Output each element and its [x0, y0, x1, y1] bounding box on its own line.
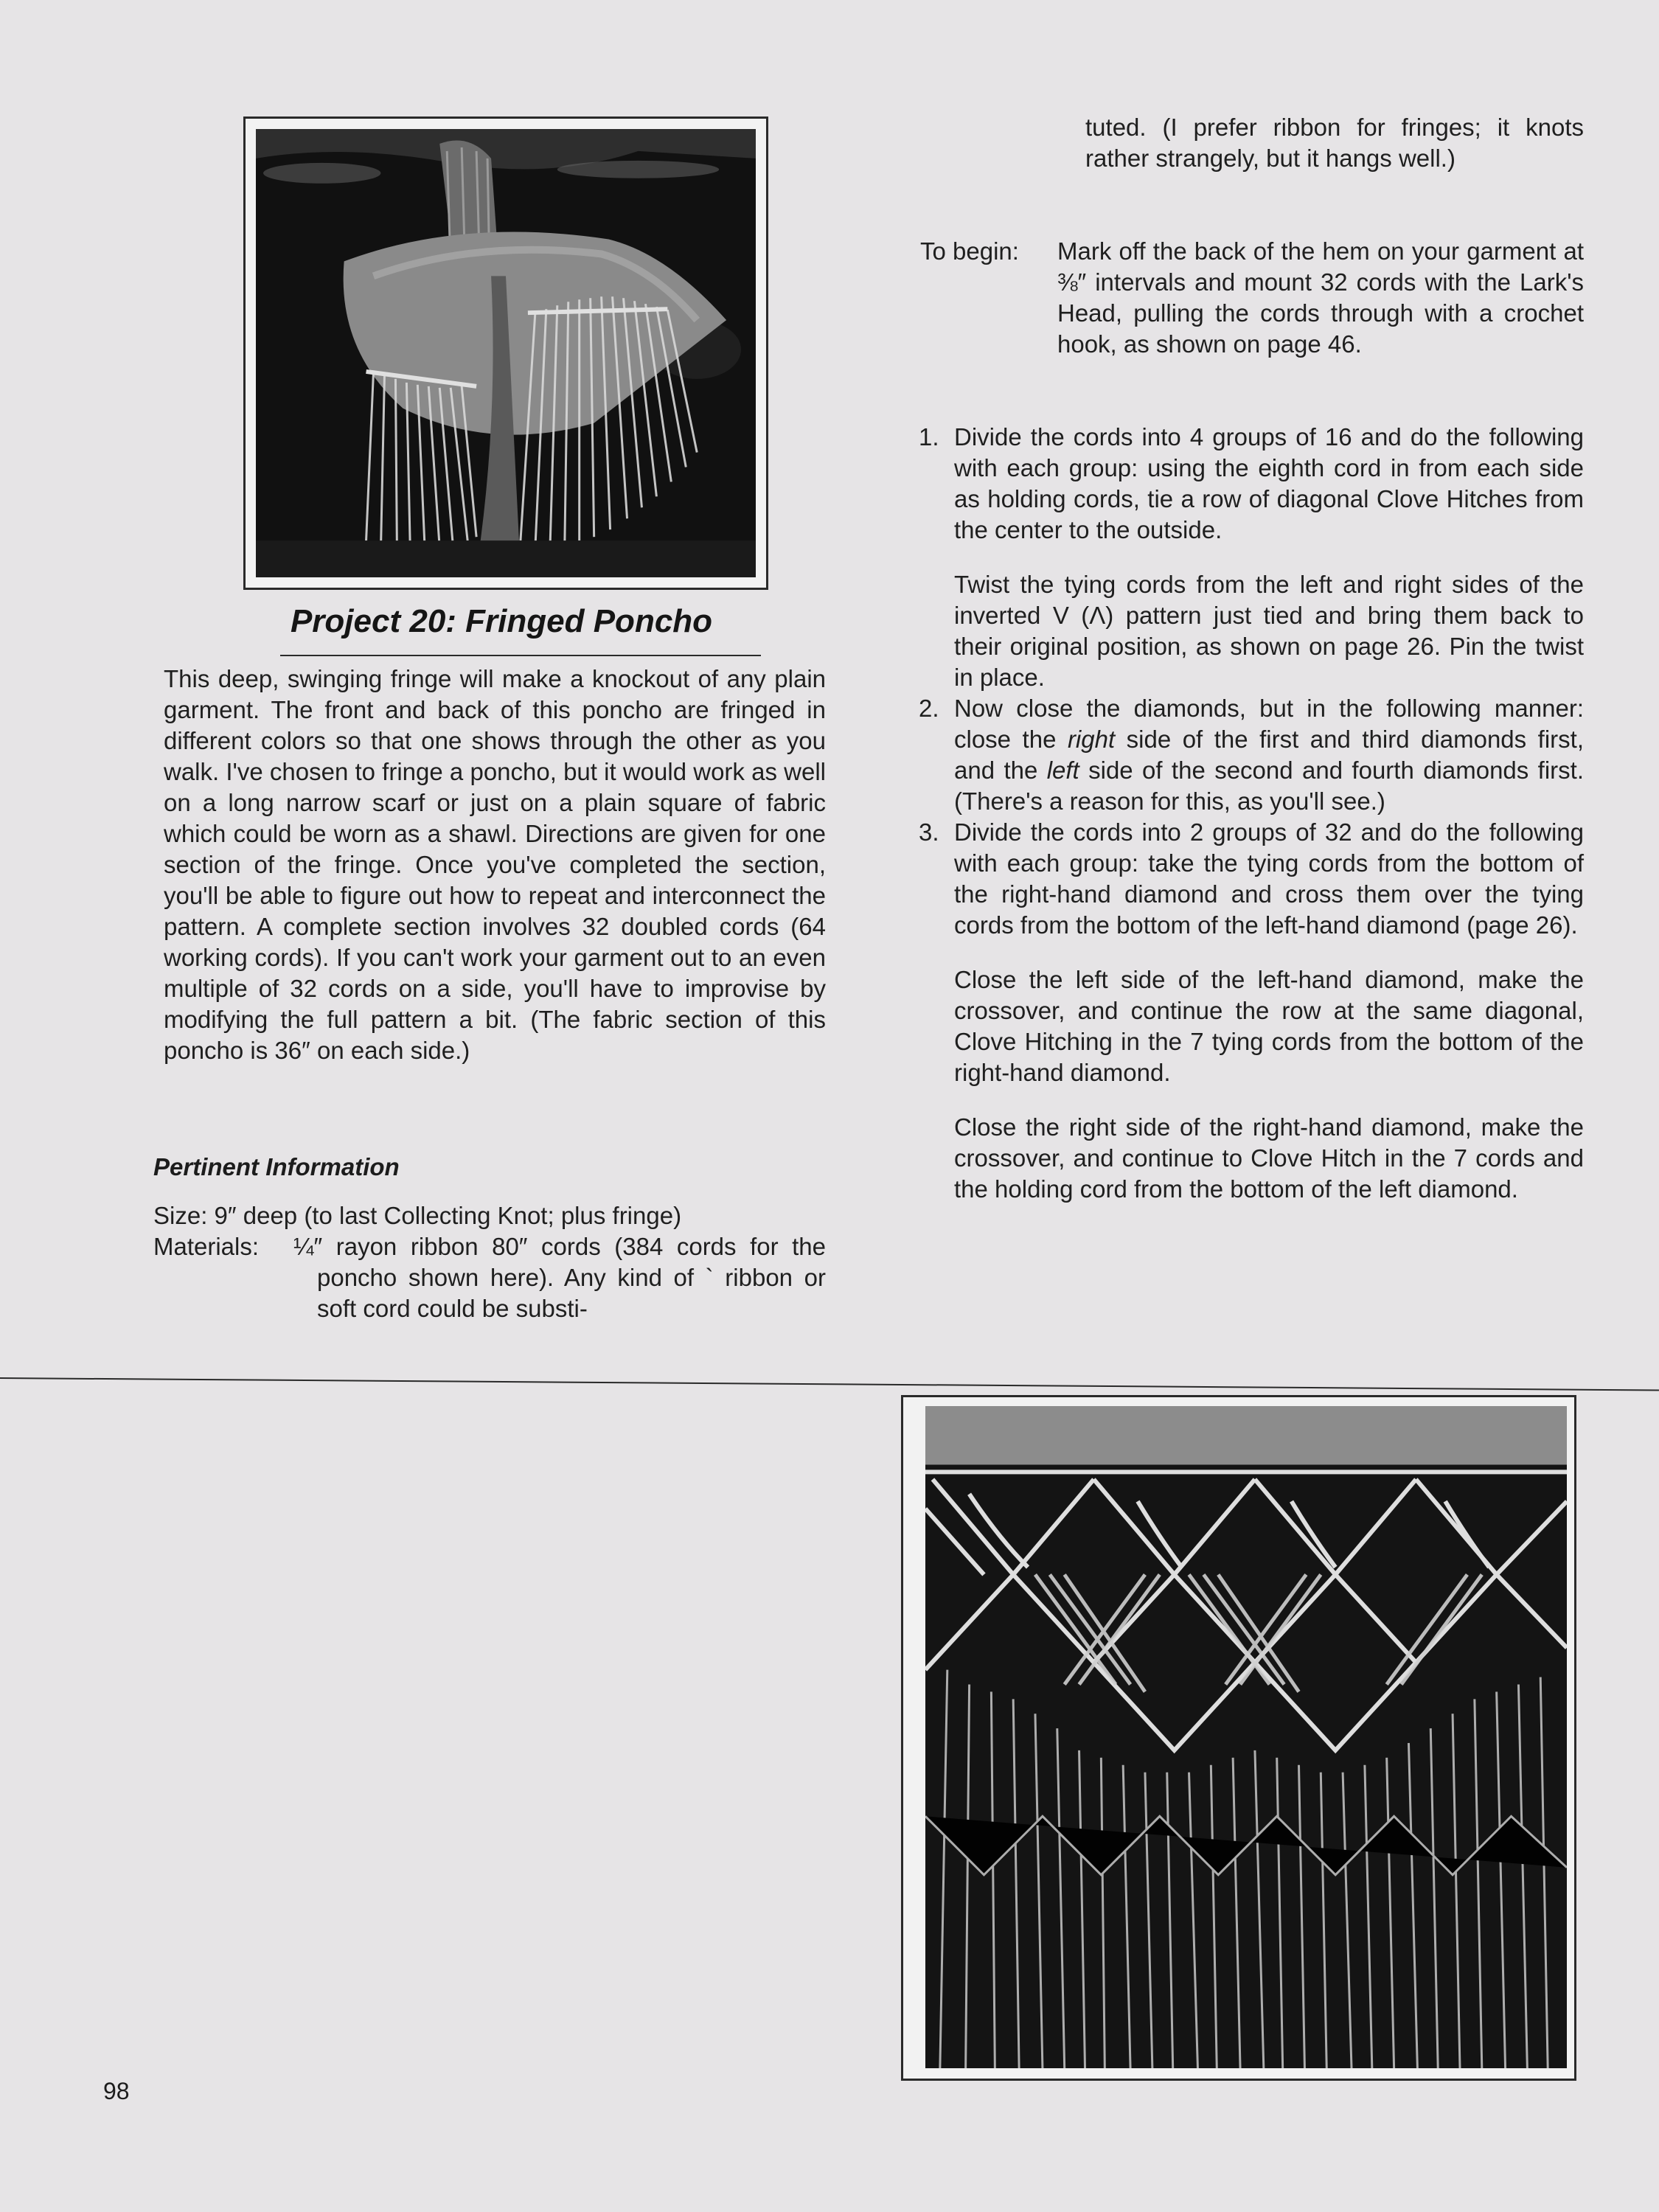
- intro-paragraph: This deep, swinging fringe will make a knockout of any plain garment. The front and back of this poncho are fringed in different colors so that one shows through the other as you walk. I've chosen to fringe a poncho, but it would work as well on a long narrow scarf or just on a plain square of fabric which could be worn as a shawl. Directions are given for one section of the fringe. Once you've completed the section, you'll be able to figure out how to repeat and interconnect the pattern. A complete section involves 32 doubled cords (64 working cords). If you can't work your garment out to an even multiple of 32 cords on a side, you'll have to improvise by modifying the full pattern a bit. (The fabric section of this poncho is 36″ on each side.): [164, 665, 826, 1064]
- poncho-photo-frame: [243, 116, 768, 590]
- poncho-photo-graphic: [256, 129, 756, 577]
- step-emphasis: right: [1067, 726, 1116, 753]
- step-1: [910, 422, 1584, 693]
- section-divider: [0, 1377, 1659, 1391]
- materials-label: Materials:: [153, 1233, 260, 1260]
- step-paragraph: Divide the cords into 2 groups of 32 and do the following with each group: take the tying cords from the bottom of the right-hand diamond and cross them over the tying cords from the bottom of the left-hand diamond (page 26).: [954, 818, 1584, 939]
- step-2: [910, 693, 1584, 817]
- step-paragraph: Divide the cords into 4 groups of 16 and do the following with each group: using the eighth cord in from each side as holding cords, tie a row of diagonal Clove Hitches from the center to the outside.: [954, 423, 1584, 543]
- step-paragraph: Twist the tying cords from the left and right sides of the inverted V (Λ) pattern just tied and bring them back to their original position, as shown on page 26. Pin the twist in place.: [954, 571, 1584, 691]
- materials-text-content: ¼″ rayon ribbon 80″ cords (384 cords for the poncho shown here). Any kind of ` ribbon or soft cord could be substi-: [293, 1233, 826, 1322]
- step-paragraph: [954, 693, 1584, 817]
- step-number: 2.: [919, 695, 939, 722]
- materials-text: [293, 1231, 826, 1324]
- begin-label: To begin:: [920, 237, 1019, 265]
- begin-text: Mark off the back of the hem on your garment at ⅜″ intervals and mount 32 cords with the Lark's Head, pulling the cords through with a crochet hook, as shown on page 46.: [1057, 237, 1584, 358]
- size-line: Size: 9″ deep (to last Collecting Knot; plus fringe): [153, 1202, 682, 1229]
- continued-text: tuted. (I prefer ribbon for fringes; it knots rather strangely, but it hangs well.): [1085, 114, 1584, 172]
- poncho-photo: [256, 129, 756, 577]
- steps-list: [910, 422, 1584, 1205]
- fringe-photo-frame: [901, 1395, 1576, 2081]
- step-text: side of the second and fourth diamonds first. (There's a reason for this, as you'll see.): [954, 757, 1584, 815]
- step-3: [910, 817, 1584, 1205]
- step-text: side of the first and third diamonds first, and the: [954, 726, 1584, 784]
- step-emphasis: left: [1046, 757, 1079, 784]
- step-paragraph: Close the right side of the right-hand diamond, make the crossover, and continue to Clove Hitch in the 7 cords and the holding cord from the bottom of the left diamond.: [954, 1113, 1584, 1203]
- title-underline: [280, 655, 761, 656]
- step-text: Now close the diamonds, but in the following manner: close the: [954, 695, 1584, 753]
- project-title: Project 20: Fringed Poncho: [290, 603, 713, 639]
- pertinent-heading: Pertinent Information: [153, 1153, 400, 1180]
- step-paragraph: Close the left side of the left-hand diamond, make the crossover, and continue the row at the same diagonal, Clove Hitching in the 7 tying cords from the bottom of the right-hand diamond.: [954, 966, 1584, 1086]
- fringe-photo-graphic: [925, 1406, 1567, 2068]
- page-number: 98: [103, 2078, 130, 2104]
- fringe-photo: [925, 1406, 1567, 2068]
- step-number: 1.: [919, 423, 939, 451]
- step-number: 3.: [919, 818, 939, 846]
